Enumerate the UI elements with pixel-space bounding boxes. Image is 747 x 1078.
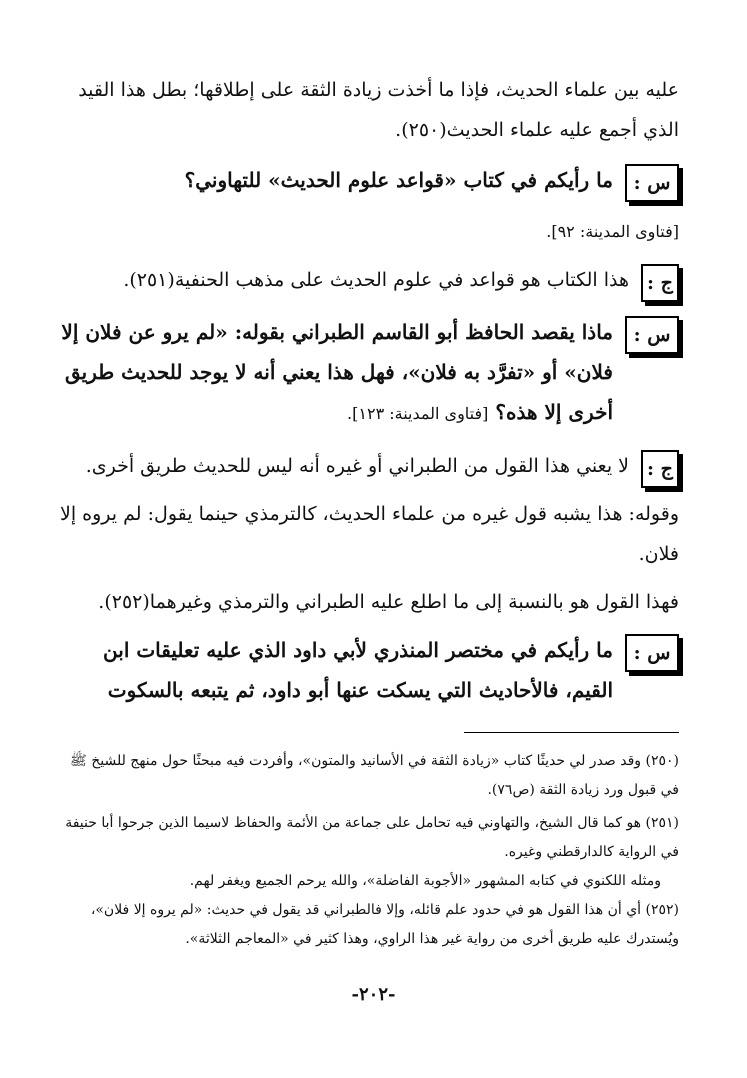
footnote-ref-251: (٢٥١).	[123, 269, 175, 291]
question-tag: س :	[625, 164, 679, 202]
footnote-250: (٢٥٠) وقد صدر لي حديثًا كتاب «زيادة الثقة في الأسانيد والمتون»، وأفردت فيه مبحثًا حول منهج للشيخ ﷺ في قبول ورد زيادة الثقة (ص٧٦).	[69, 753, 679, 798]
footnote-ref-252: (٢٥٢).	[98, 591, 150, 613]
page-number: -٢٠٢-	[351, 984, 396, 1005]
question-2-text: ماذا يقصد الحافظ أبو القاسم الطبراني بقوله: «لم يرو عن فلان إلا فلان» أو «تفرَّد به فلان»، فهل هذا يعني أنه لا يوجد للحديث طريق أخرى إلا هذه؟ [فتاوى المدينة: ١٢٣].	[61, 320, 613, 424]
answer-1-text: هذا الكتاب هو قواعد في علوم الحديث على مذهب الحنفية(٢٥١).	[123, 269, 629, 291]
question-1-text: ما رأيكم في كتاب «قواعد علوم الحديث» للتهاوني؟	[184, 168, 613, 192]
footnote-251: (٢٥١) هو كما قال الشيخ، والتهاوني فيه تحامل على جماعة من الأئمة والحفاظ لاسيما الذين جرحوا أبا حنيفة في الرواية كالدارقطني وغيره.	[65, 815, 679, 860]
footnote-251-continued: ومثله اللكنوي في كتابه المشهور «الأجوبة الفاضلة»، والله يرحم الجميع ويغفر لهم.	[189, 873, 661, 889]
answer-1	[60, 260, 679, 302]
question-2-source: [فتاوى المدينة: ١٢٣].	[347, 404, 489, 423]
question-tag: س :	[625, 316, 679, 354]
paragraph-conclusion: فهذا القول هو بالنسبة إلى ما اطلع عليه الطبراني والترمذي وغيرهما(٢٥٢).	[98, 591, 679, 613]
answer-tag: ج :	[641, 450, 679, 488]
footnote-divider	[464, 732, 679, 733]
question-2	[60, 312, 679, 434]
question-3-text: ما رأيكم في مختصر المنذري لأبي داود الذي عليه تعليقات ابن القيم، فالأحاديث التي يسكت عنها أبو داود، ثم يتبعه بالسكوت	[103, 638, 613, 702]
question-3	[60, 630, 679, 710]
question-1-source: [فتاوى المدينة: ٩٢].	[546, 222, 679, 241]
answer-2	[60, 446, 679, 488]
intro-line-2: الذي أجمع عليه علماء الحديث	[446, 119, 679, 141]
footnote-252: (٢٥٢) أي أن هذا القول هو في حدود علم قائله، وإلا فالطبراني قد يقول في حديث: «لم يروه إلا فلان»، ويُستدرك عليه طريق أخرى من رواية غير هذا الراوي، وهذا كثير في «المعاجم الثلاثة».	[90, 902, 679, 947]
footnote-ref-250: (٢٥٠).	[395, 119, 447, 141]
answer-tag: ج :	[641, 264, 679, 302]
intro-line-1: عليه بين علماء الحديث، فإذا ما أخذت زيادة الثقة على إطلاقها؛ بطل هذا القيد	[78, 79, 679, 101]
paragraph-tirmidhi: وقوله: هذا يشبه قول غيره من علماء الحديث، كالترمذي حينما يقول: لم يروه إلا فلان.	[60, 503, 679, 565]
question-tag: س :	[625, 634, 679, 672]
intro-paragraph	[60, 70, 679, 150]
answer-2-text: لا يعني هذا القول من الطبراني أو غيره أنه ليس للحديث طريق أخرى.	[85, 455, 629, 477]
question-1	[60, 160, 679, 202]
